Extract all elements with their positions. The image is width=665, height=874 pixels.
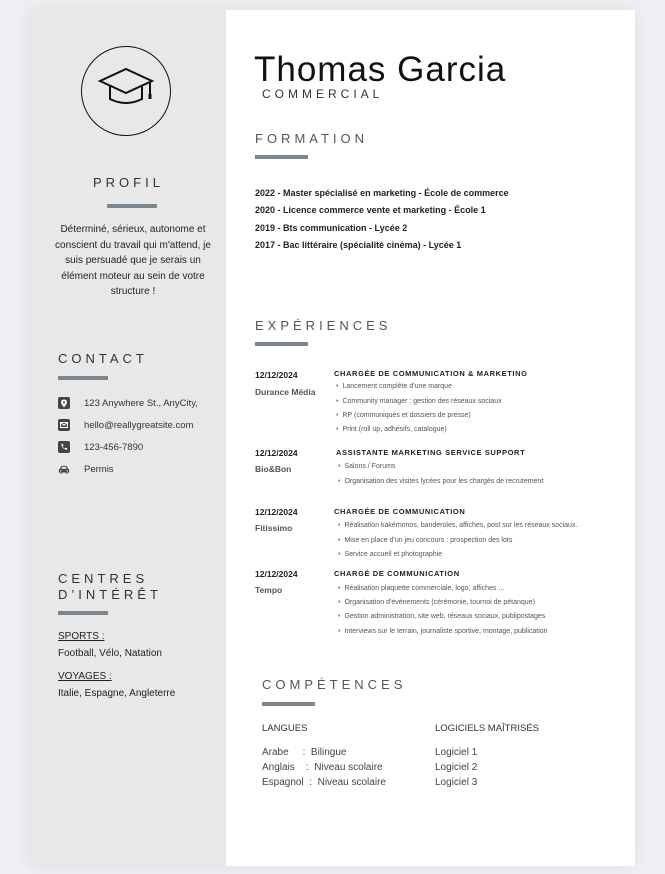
contact-license-text: Permis xyxy=(84,463,114,475)
interest-category-travel: VOYAGES : xyxy=(58,671,112,682)
contact-address xyxy=(58,396,198,410)
formation-line: 2019 - Bts communication - Lycée 2 xyxy=(255,223,408,233)
experience-title: CHARGÉE DE COMMUNICATION & MARKETING xyxy=(334,369,528,378)
experiences-divider xyxy=(255,342,308,346)
language-line: Arabe : Bilingue xyxy=(262,747,347,758)
languages-heading: LANGUES xyxy=(262,723,308,734)
experience-bullet: • Service accueil et photographie xyxy=(338,551,442,558)
experience-title: ASSISTANTE MARKETING SERVICE SUPPORT xyxy=(336,448,526,457)
competences-divider xyxy=(262,702,315,706)
profile-divider xyxy=(107,204,157,208)
formation-line: 2020 - Licence commerce vente et marketing - École 1 xyxy=(255,205,486,215)
experience-company: Durance Média xyxy=(255,387,316,397)
graduation-cap-icon xyxy=(96,63,156,117)
formation-line: 2017 - Bac littéraire (spécialité cinéma) - Lycée 1 xyxy=(255,240,462,250)
language-line: Anglais : Niveau scolaire xyxy=(262,762,383,773)
interest-category-sports: SPORTS : xyxy=(58,631,105,642)
experience-bullet: • Réalisation plaquette commerciale, logo, affiches ... xyxy=(338,585,504,592)
experience-bullet: • Print (roll up, adhésifs, catalogue) xyxy=(336,426,447,433)
software-line: Logiciel 1 xyxy=(435,747,478,758)
interest-value-travel: Italie, Espagne, Angleterre xyxy=(58,688,176,699)
contact-phone[interactable] xyxy=(58,440,143,454)
interests-title-line1: CENTRES xyxy=(58,571,149,586)
phone-icon xyxy=(58,441,70,453)
logo-badge xyxy=(81,46,171,136)
contact-address-text: 123 Anywhere St., AnyCity, xyxy=(84,397,198,409)
language-line: Espagnol : Niveau scolaire xyxy=(262,777,386,788)
formation-line: 2022 - Master spécialisé en marketing - École de commerce xyxy=(255,188,509,198)
competences-title: COMPÉTENCES xyxy=(262,677,407,692)
experience-date: 12/12/2024 xyxy=(255,507,298,517)
resume-page xyxy=(30,10,635,866)
interests-title-line2: D’INTÉRÊT xyxy=(58,587,162,602)
experience-title: CHARGÉE DE COMMUNICATION xyxy=(334,507,466,516)
software-heading: LOGICIELS MAÎTRISÉS xyxy=(435,723,539,734)
experience-bullet: • Salons / Forums xyxy=(338,463,395,470)
experience-bullet: • Organisation des visites lycées pour les chargés de recrutement xyxy=(338,478,543,485)
experience-bullet: • Mise en place d'un jeu concours : prospection des lots xyxy=(338,537,512,544)
experience-bullet: • Lancement complète d'une marque xyxy=(336,383,452,390)
contact-email[interactable] xyxy=(58,418,193,432)
experience-title: CHARGÉ DE COMMUNICATION xyxy=(334,569,460,578)
experience-company: Fitissimo xyxy=(255,523,293,533)
contact-phone-text[interactable]: 123-456-7890 xyxy=(84,441,144,453)
experience-bullet: • Réalisation kakémonos, banderoles, affiches, post sur les réseaux sociaux. xyxy=(338,522,577,529)
experience-bullet: • Organisation d'événements (cérémonie, tournoi de pétanque) xyxy=(338,599,535,606)
experience-date: 12/12/2024 xyxy=(255,370,298,380)
candidate-name: Thomas Garcia xyxy=(254,50,507,89)
contact-license xyxy=(58,462,114,476)
experience-company: Bio&Bon xyxy=(255,464,292,474)
car-icon xyxy=(58,463,70,475)
experience-bullet: • Interviews sur le terrain, journaliste sportive, montage, publication xyxy=(338,628,548,635)
contact-email-text[interactable]: hello@reallygreatsite.com xyxy=(84,419,194,431)
profile-title: PROFIL xyxy=(93,175,164,190)
candidate-role: COMMERCIAL xyxy=(262,87,384,101)
experiences-title: EXPÉRIENCES xyxy=(255,318,392,333)
experience-bullet: • Community manager : gestion des réseaux sociaux xyxy=(336,398,502,405)
contact-divider xyxy=(58,376,108,380)
experience-bullet: • RP (communiqués et dossiers de presse) xyxy=(336,412,471,419)
mail-icon xyxy=(58,419,70,431)
interests-divider xyxy=(58,611,108,615)
sidebar xyxy=(30,10,226,866)
experience-company: Tempo xyxy=(255,585,283,595)
interest-value-sports: Football, Vélo, Natation xyxy=(58,648,162,659)
experience-date: 12/12/2024 xyxy=(255,448,298,458)
experience-date: 12/12/2024 xyxy=(255,569,298,579)
software-line: Logiciel 2 xyxy=(435,762,478,773)
software-line: Logiciel 3 xyxy=(435,777,478,788)
contact-title: CONTACT xyxy=(58,351,148,366)
experience-bullet: • Gestion administration, site web, réseaux sociaux, publipostages xyxy=(338,613,545,620)
formation-divider xyxy=(255,155,308,159)
formation-title: FORMATION xyxy=(255,131,369,146)
location-pin-icon xyxy=(58,397,70,409)
profile-text: Déterminé, sérieux, autonome et conscient du travail qui m'attend, je suis persuadé que je serais un élément moteur au sein de votre structure ! xyxy=(55,224,211,297)
